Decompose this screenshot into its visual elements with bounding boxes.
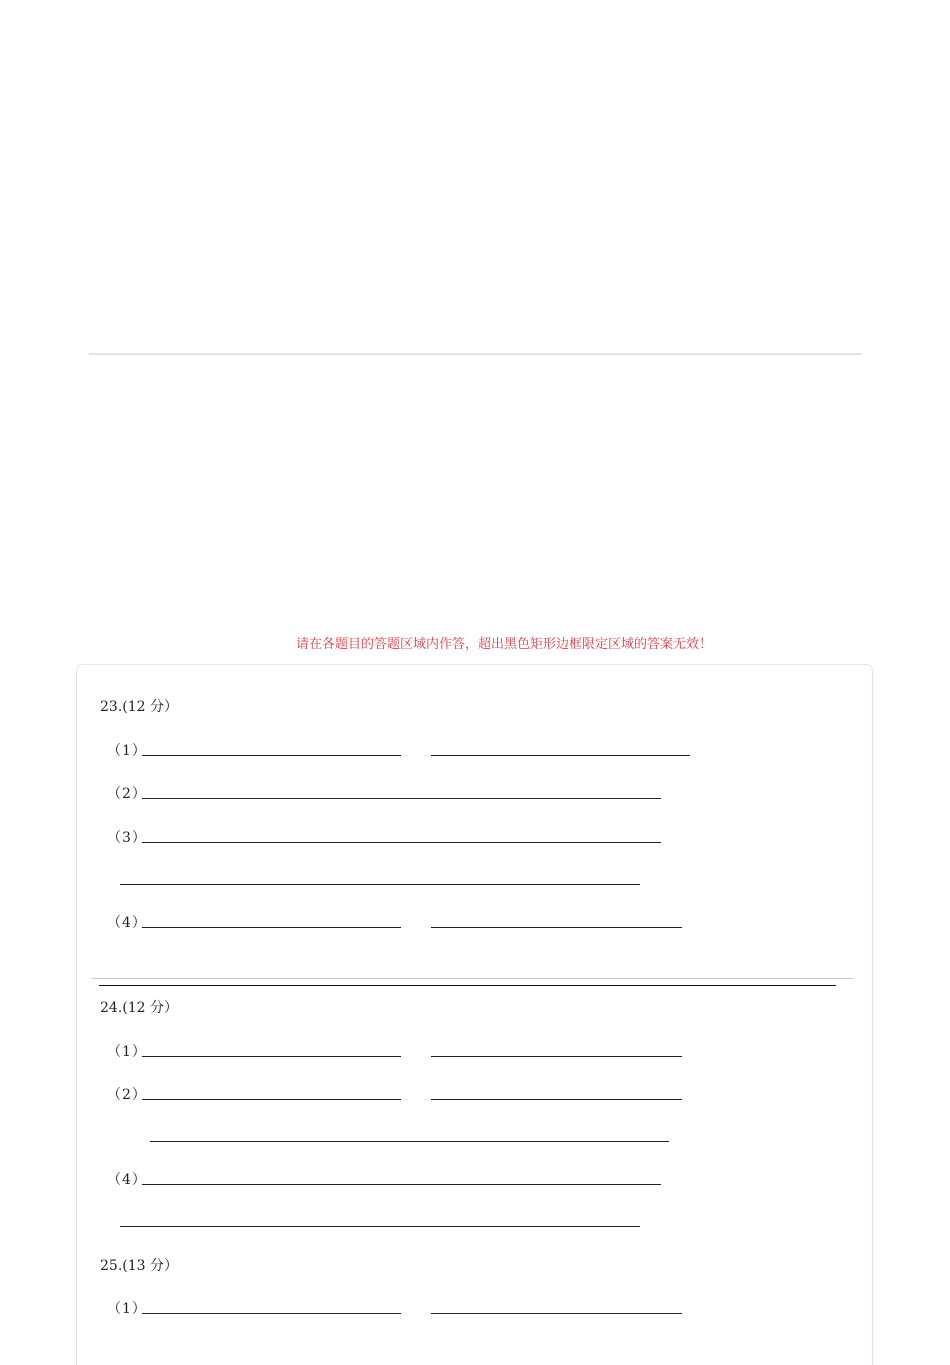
- q23-part-3-blank-continued[interactable]: [120, 884, 640, 885]
- answer-area-notice: 请在各题目的答题区域内作答，超出黑色矩形边框限定区域的答案无效！: [296, 637, 713, 652]
- q23-part-1-label: （1）: [107, 743, 147, 759]
- q24-part-4-blank[interactable]: [142, 1184, 661, 1185]
- q23-part-4-label: （4）: [107, 915, 147, 931]
- page-divider: [89, 353, 862, 355]
- q23-part-2-label: （2）: [107, 786, 147, 802]
- q24-part-4-blank-continued[interactable]: [120, 1226, 640, 1227]
- q23-part-3-label: （3）: [107, 830, 147, 846]
- q24-part-2-blank-b[interactable]: [431, 1099, 682, 1100]
- q25-part-1-label: （1）: [107, 1301, 147, 1317]
- question-25-title: 25.(13 分）: [100, 1258, 178, 1274]
- q23-part-4-blank-a[interactable]: [142, 927, 401, 928]
- q24-part-2-label: （2）: [107, 1087, 147, 1103]
- q24-part-2-blank-a[interactable]: [142, 1099, 401, 1100]
- q25-part-1-blank-b[interactable]: [431, 1313, 682, 1314]
- q23-part-2-blank[interactable]: [142, 798, 661, 799]
- question-24-title: 24.(12 分）: [100, 1000, 178, 1016]
- q24-part-2-blank-continued[interactable]: [150, 1141, 669, 1142]
- q24-part-1-label: （1）: [107, 1044, 147, 1060]
- q24-part-4-label: （4）: [107, 1172, 147, 1188]
- q24-part-1-blank-b[interactable]: [431, 1056, 682, 1057]
- q23-part-1-blank-b[interactable]: [431, 755, 690, 756]
- answer-area-box: [76, 664, 873, 1365]
- section-divider-thin: [92, 978, 853, 979]
- q23-part-1-blank-a[interactable]: [142, 755, 401, 756]
- section-divider: [99, 985, 836, 986]
- q25-part-1-blank-a[interactable]: [142, 1313, 401, 1314]
- q23-part-3-blank[interactable]: [142, 842, 661, 843]
- q24-part-1-blank-a[interactable]: [142, 1056, 401, 1057]
- q23-part-4-blank-b[interactable]: [431, 927, 682, 928]
- question-23-title: 23.(12 分）: [100, 699, 178, 715]
